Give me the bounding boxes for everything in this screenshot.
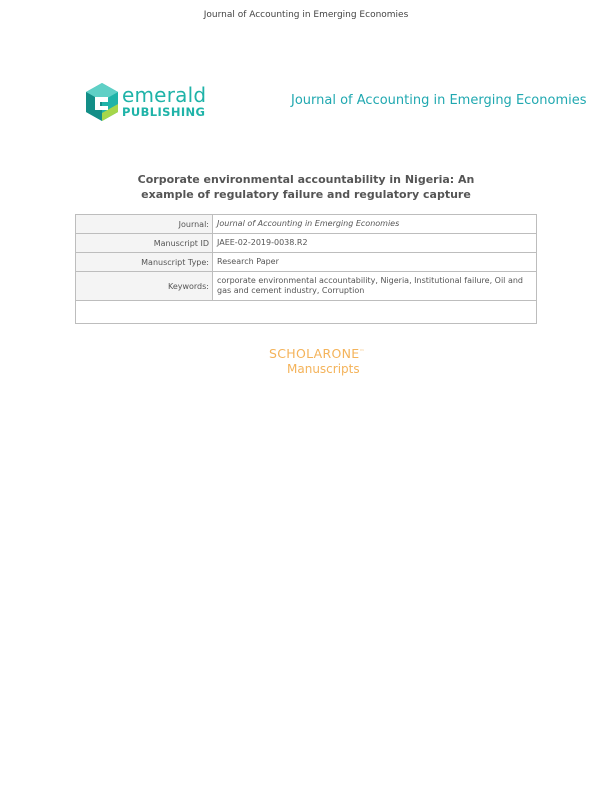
manuscript-type-value: Research Paper — [217, 257, 279, 266]
manuscript-info-table — [75, 214, 537, 324]
emerald-logo-icon — [84, 82, 120, 122]
table-row — [76, 234, 536, 253]
paper-title — [120, 172, 492, 202]
journal-banner: Journal of Accounting in Emerging Economies — [291, 93, 587, 108]
table-row — [76, 215, 536, 234]
scholarone-wordmark — [269, 346, 379, 361]
paper-title-line-1: Corporate environmental accountability in Nigeria: An — [137, 173, 475, 186]
manuscript-id-value: JAEE-02-2019-0038.R2 — [217, 238, 308, 247]
empty-row — [76, 301, 536, 323]
scholarone-manuscripts: Manuscripts — [287, 362, 360, 376]
running-header: Journal of Accounting in Emerging Economies — [203, 10, 409, 20]
journal-label: Journal: — [76, 215, 213, 233]
emerald-publishing-logo — [84, 82, 206, 122]
keywords-label: Keywords: — [76, 272, 213, 300]
scholarone-logo — [269, 346, 379, 376]
table-row — [76, 272, 536, 301]
keywords-value: corporate environmental accountability, Nigeria, Institutional failure, Oil and gas and cement industry, Corruption — [217, 276, 523, 295]
table-row — [76, 253, 536, 272]
scholarone-name: SCHOLARONE — [269, 346, 360, 361]
journal-value: Journal of Accounting in Emerging Economies — [217, 219, 400, 228]
paper-title-line-2: example of regulatory failure and regulatory capture — [141, 188, 471, 201]
logo-sub: PUBLISHING — [122, 105, 206, 120]
manuscript-type-label: Manuscript Type: — [76, 253, 213, 271]
trademark-symbol: ™ — [359, 348, 365, 355]
logo-word: emerald — [122, 83, 207, 108]
manuscript-id-label: Manuscript ID — [76, 234, 213, 252]
